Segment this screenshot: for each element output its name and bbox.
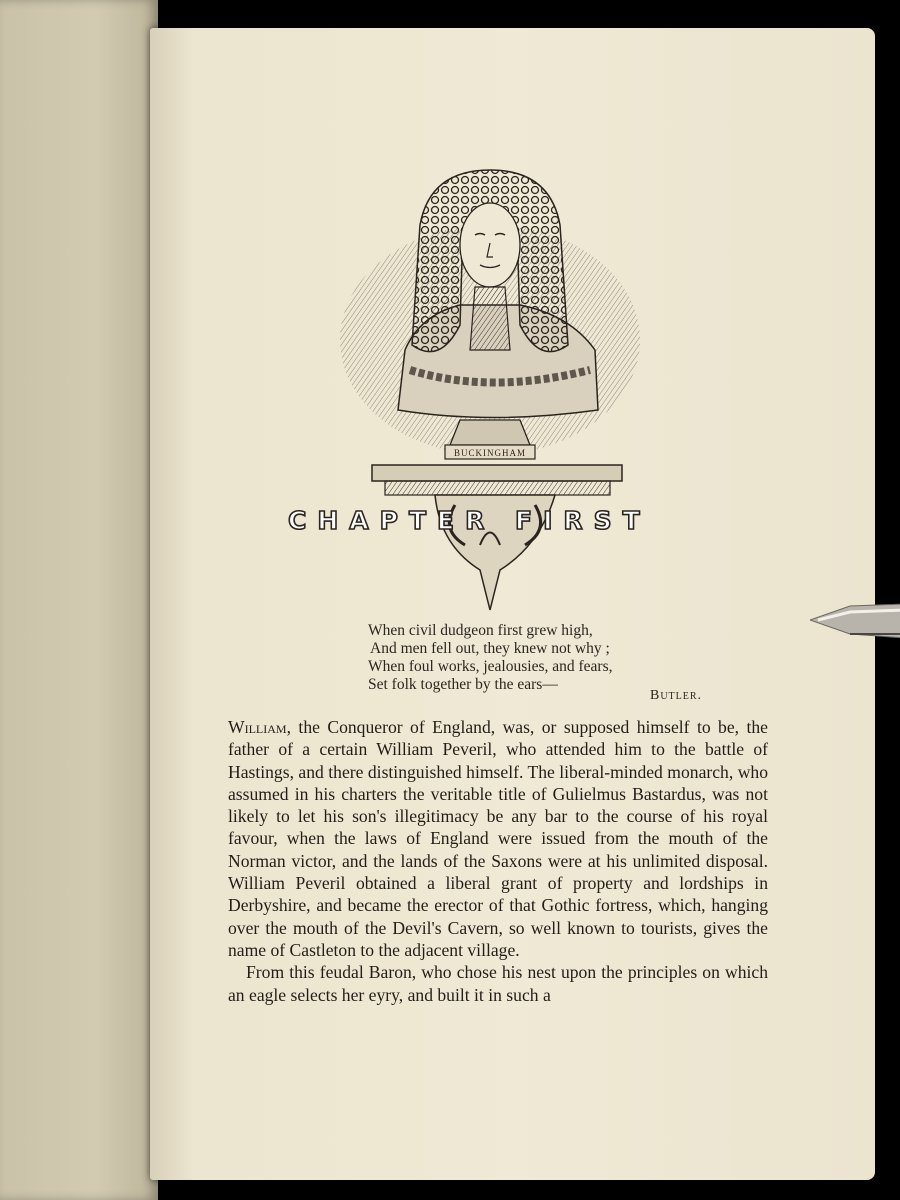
epigraph-line: Set folk together by the ears— [368, 676, 558, 693]
epigraph-line: When foul works, jealousies, and fears, [368, 658, 613, 675]
buckingham-bust-engraving [340, 165, 640, 615]
paragraph-lead-word: William [228, 717, 287, 737]
paragraph-2: From this feudal Baron, who chose his nest upon the principles on which an eagle selects her eyry, and built it in such a [228, 962, 768, 1005]
epigraph-attribution: Butler. [650, 688, 703, 703]
body-text [228, 716, 768, 1006]
bust-plate-label: BUCKINGHAM [453, 448, 527, 458]
paragraph-text: , the Conqueror of England, was, or supposed himself to be, the father of a certain William Peveril, who attended him to the battle of Hastings, and there distinguished himself. The liberal-minded monarch, who assumed in his charters the veritable title of Gulielmus Bastardus, was not likely to let his son's illegitimacy be any bar to the course of his royal favour, when the laws of England were issued from the mouth of the Norman victor, and the lands of the Saxons were at his unlimited disposal. William Peveril obtained a liberal grant of property and lordships in Derbyshire, and became the erector of that Gothic fortress, which, hanging over the mouth of the Devil's Cavern, so well known to tourists, gives the name of Castleton to the adjacent village. [228, 717, 768, 960]
paragraph-1 [228, 716, 768, 961]
chapter-heading: CHAPTER FIRST [288, 506, 651, 535]
left-page [0, 0, 158, 1200]
pen-tip-pointer [810, 598, 900, 644]
epigraph-line: When civil dudgeon first grew high, [368, 622, 593, 639]
epigraph-line: And men fell out, they knew not why ; [370, 640, 610, 657]
epigraph [368, 622, 728, 694]
